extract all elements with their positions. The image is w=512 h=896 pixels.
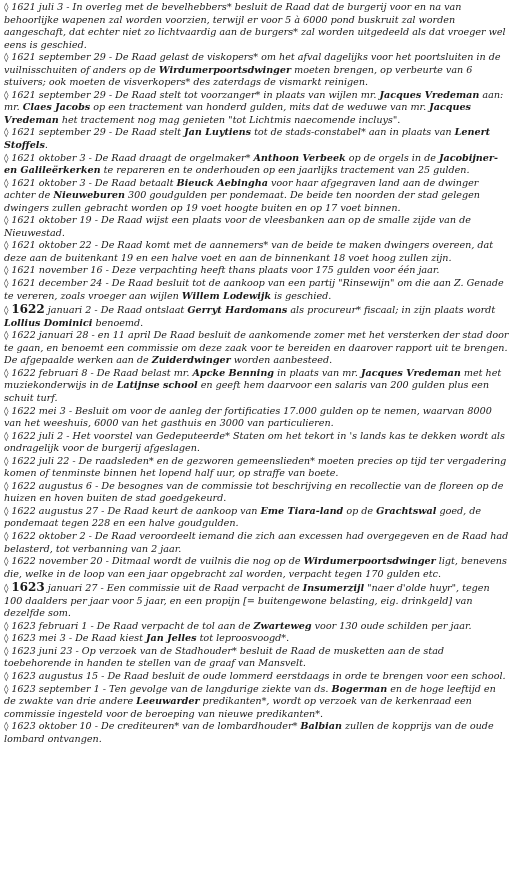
- entry-text: 1621 juli 3 - In overleg met de bevelhebbers* besluit de Raad dat de burgerij voor en na van behoorlijke wapenen zal worden voorzien, terwijl er voor 5 à 6000 pond buskruit zal worden aangeschaft, dat echter niet zo lichtvaardig aan de burgers* zal worden uitgedeeld als dat vroeger wel eens is geschied.: [4, 2, 506, 51]
- diamond-bullet-icon: ◊: [4, 266, 12, 277]
- entry-text: goed, de pondemaat tegen 228 en een halve goudgulden.: [4, 505, 482, 530]
- highlighted-name: Claes Jacobs: [22, 102, 91, 114]
- entry-text: 1623 oktober 10 - De crediteuren* van de lombardhouder*: [11, 721, 301, 733]
- entry-text: januari 27 - Een commissie uit de Raad verpacht de: [44, 583, 303, 595]
- entry-text: ligt, benevens die, welke in de loop van een jaar opgebracht zal worden, verpacht tegen 170 gulden etc.: [4, 556, 507, 580]
- diamond-bullet-icon: ◊: [4, 621, 12, 632]
- chronicle-entry: [4, 52, 509, 90]
- entry-text: tot de stads-constabel* aan in plaats van: [251, 127, 455, 139]
- chronicle-entry: [4, 506, 509, 531]
- entry-text: 1621 september 29 - De Raad stelt: [11, 127, 185, 139]
- diamond-bullet-icon: ◊: [4, 368, 12, 379]
- chronicle-entry: [4, 90, 509, 128]
- entry-text: 1622 juli 2 - Het voorstel van Gedeputeerde* Staten om het tekort in 's lands kas te dekken wordt als ondragelijk voor de burgerij afgeslagen.: [4, 430, 505, 455]
- highlighted-name: Eme Tiara-land: [260, 505, 344, 517]
- entry-text: 1621 september 29 - De Raad gelast de viskopers* om het afval dagelijks voor het poortsluiten in de vuilnisschuiten of anders op de: [4, 52, 501, 76]
- chronicle-entry: [4, 456, 509, 481]
- chronicle-entry: [4, 127, 509, 152]
- diamond-bullet-icon: ◊: [4, 431, 12, 442]
- chronicle-entry: [4, 2, 509, 52]
- highlighted-name: Apcke Benning: [192, 367, 275, 379]
- entry-text: op de orgels in de: [345, 152, 439, 164]
- highlighted-name: Zwarteweg: [253, 620, 312, 632]
- highlighted-name: Grachtswal: [376, 505, 437, 517]
- diamond-bullet-icon: ◊: [4, 456, 12, 467]
- chronicle-entry: [4, 278, 509, 303]
- entry-text: voor 130 oude schilden per jaar.: [311, 620, 472, 632]
- entry-text: en de hoge leeftijd en de zwakte van drie andere: [4, 683, 496, 708]
- entry-text: 1621 oktober 3 - De Raad betaalt: [11, 177, 177, 189]
- entry-text: 1622 februari 8 - De Raad belast mr.: [11, 367, 193, 379]
- diamond-bullet-icon: ◊: [4, 3, 12, 13]
- highlighted-name: Zuiderdwinger: [151, 355, 231, 367]
- diamond-bullet-icon: ◊: [4, 153, 12, 164]
- entry-text: 1622 mei 3 - Besluit om voor de aanleg der fortificaties 17.000 gulden op te nemen, waarvan 8000 van het weeshuis, 6000 van het gasthuis en 3000 van particulieren.: [4, 405, 492, 430]
- diamond-bullet-icon: ◊: [4, 128, 12, 139]
- diamond-bullet-icon: ◊: [4, 634, 12, 645]
- highlighted-name: Leeuwarder: [136, 696, 200, 708]
- chronicle-entry: [4, 240, 509, 265]
- entry-text: moeten brengen, op verbeurte van 6 stuivers; ook moeten de visverkopers* des zaterdags de vismarkt reinigen.: [4, 64, 473, 89]
- chronicle-entry: [4, 531, 509, 556]
- entry-text: 1623 september 1 - Ten gevolge van de langdurige ziekte van ds.: [11, 683, 332, 695]
- highlighted-name: Willem Lodewijk: [181, 290, 272, 302]
- entry-text: 1621 september 29 - De Raad stelt tot voorzanger* in plaats van wijlen mr.: [11, 89, 380, 101]
- highlighted-name: Gerryt Hardomans: [187, 305, 288, 317]
- entry-text: 1622 november 20 - Ditmaal wordt de vuilnis die nog op de: [11, 556, 304, 568]
- entry-text: 1622 juli 22 - De raadsleden* en de gezworen gemeenslieden* moeten precies op tijd ter vergadering komen of tenminste binnen het lopend half uur, op straffe van boete.: [4, 455, 507, 480]
- highlighted-name: Lenert Stoffels: [4, 127, 491, 152]
- highlighted-name: Nieuweburen: [53, 190, 125, 202]
- entry-text: op de: [343, 505, 377, 517]
- entry-text: 1622 augustus 27 - De Raad keurt de aankoop van: [11, 505, 261, 517]
- entry-text: als procureur* fiscaal; in zijn plaats wordt: [287, 305, 496, 317]
- diamond-bullet-icon: ◊: [4, 506, 12, 517]
- highlighted-name: Jan Jelles: [146, 633, 197, 645]
- entry-text: .: [44, 140, 48, 152]
- chronicle-entry: [4, 633, 509, 646]
- entry-text: 1622 januari 28 - en 11 april De Raad besluit de aankomende zomer met het versterken der stad door te gaan, en benoemt een commissie om deze zaak voor te bereiden en daarover rapport uit te brengen. De afgepaalde werken aan de: [4, 330, 509, 367]
- entry-text: 1621 oktober 22 - De Raad komt met de aannemers* van de beide te maken dwingers overeen, dat deze aan de buitenkant 19 en een halve voet en aan de binnenkant 18 voet hoog zullen zijn.: [4, 240, 494, 264]
- diamond-bullet-icon: ◊: [4, 178, 12, 189]
- diamond-bullet-icon: ◊: [4, 671, 12, 682]
- chronicle-entry: [4, 153, 509, 178]
- chronicle-entry: [4, 481, 509, 506]
- highlighted-name: Jacques Vredeman: [4, 102, 471, 126]
- entry-text: 1621 oktober 19 - De Raad wijst een plaats voor de vleesbanken aan op de smalle zijde van de Nieuwestad.: [4, 215, 471, 239]
- diamond-bullet-icon: ◊: [4, 531, 12, 542]
- highlighted-name: Jacques Vredeman: [360, 367, 461, 379]
- chronicle-entry: [4, 178, 509, 216]
- chronicle-entry: [4, 368, 509, 406]
- entry-text: 1623 augustus 15 - De Raad besluit de oude lommerd eerstdaags in orde te brengen voor een school.: [11, 670, 506, 682]
- highlighted-name: Lollius Dominici: [4, 317, 93, 329]
- entry-text: januari 2 - De Raad ontslaat: [44, 305, 188, 317]
- diamond-bullet-icon: ◊: [4, 406, 12, 417]
- chronicle-entry: [4, 684, 509, 722]
- diamond-bullet-icon: ◊: [4, 481, 12, 492]
- entry-text: 1623 juni 23 - Op verzoek van de Stadhouder* besluit de Raad de musketten aan de stad toebehorende in handen te stellen van de graaf van Mansvelt.: [4, 645, 445, 670]
- entry-text: worden aanbesteed.: [230, 355, 333, 367]
- chronicle-entry: [4, 671, 509, 684]
- entry-text: 1621 december 24 - De Raad besluit tot de aankoop van een partij "Rinsewijn" om die aan Z. Genade te vereren, zoals vroeger aan wijlen: [4, 278, 504, 302]
- chronicle-entry: [4, 330, 509, 368]
- diamond-bullet-icon: ◊: [4, 90, 12, 101]
- diamond-bullet-icon: ◊: [4, 241, 12, 252]
- diamond-bullet-icon: ◊: [4, 279, 12, 290]
- diamond-bullet-icon: ◊: [4, 684, 12, 695]
- chronicle-entry: [4, 431, 509, 456]
- highlighted-name: Jan Luytiens: [184, 127, 252, 139]
- entry-text: voor haar afgegraven land aan de dwinger achter de: [4, 177, 479, 202]
- entry-text: 1621 november 16 - Deze verpachting heeft thans plaats voor 175 gulden voor één jaar.: [11, 265, 440, 277]
- highlighted-name: Balbian: [300, 721, 342, 733]
- entry-text: is geschied.: [271, 290, 332, 302]
- diamond-bullet-icon: ◊: [4, 306, 12, 317]
- entry-text: tot leproosvoogd*.: [196, 633, 290, 645]
- highlighted-name: Wirdumerpoortsdwinger: [158, 64, 292, 76]
- chronicle-entry: [4, 265, 509, 278]
- chronicle-entry: [4, 215, 509, 240]
- diamond-bullet-icon: ◊: [4, 216, 12, 227]
- entry-text: 1622 augustus 6 - De besognes van de commissie tot beschrijving en recollectie van de floreen op de huizen en hoven buiten de stad goedgekeurd.: [4, 480, 504, 505]
- entry-text: in plaats van mr.: [274, 367, 361, 379]
- entry-text: met het muziekonderwijs in de: [4, 367, 502, 392]
- diamond-bullet-icon: ◊: [4, 584, 12, 595]
- entry-text: 1623 mei 3 - De Raad kiest: [11, 633, 146, 645]
- year-heading: 1623: [11, 580, 45, 595]
- highlighted-name: Bieuck Aebingha: [176, 177, 268, 189]
- chronicle-entry: [4, 646, 509, 671]
- highlighted-name: Jacobijner- en Galileërkerken: [4, 152, 498, 177]
- diamond-bullet-icon: ◊: [4, 646, 12, 657]
- entry-text: 1623 februari 1 - De Raad verpacht de tol aan de: [11, 620, 254, 632]
- entry-text: predikanten*, wordt op verzoek van de kerkenraad een commissie ingesteld voor de beroeping van nieuwe predikanten*.: [4, 696, 472, 720]
- highlighted-name: Insumerzijl: [302, 583, 365, 595]
- entry-text: 1621 oktober 3 - De Raad draagt de orgelmaker*: [11, 152, 254, 164]
- entry-text: het tractement nog mag genieten "tot Lichtmis naecomende incluys".: [58, 114, 401, 126]
- chronicle-entry: [4, 303, 509, 330]
- entry-text: en geeft hem daarvoor een salaris van 200 gulden plus een schuit turf.: [4, 380, 490, 404]
- entry-text: 300 goudgulden per pondemaat. De beide ten noorden der stad gelegen dwingers zullen gebracht worden op 19 voet hoogte buiten en op 17 voet binnen.: [4, 190, 480, 214]
- entry-text: 1622 oktober 2 - De Raad veroordeelt iemand die zich aan excessen had overgegeven en de Raad had belasterd, tot verbanning van 2 jaar.: [4, 530, 509, 555]
- entry-text: aan: mr.: [4, 89, 504, 114]
- entry-text: te repareren en te onderhouden op een jaarlijks tractement van 25 gulden.: [100, 165, 470, 177]
- chronicle-entry: [4, 406, 509, 431]
- diamond-bullet-icon: ◊: [4, 331, 12, 342]
- chronicle-entry: [4, 556, 509, 581]
- highlighted-name: Anthoon Verbeek: [253, 152, 346, 164]
- entry-text: op een tractement van honderd gulden, mits dat de weduwe van mr.: [90, 102, 430, 114]
- highlighted-name: Bogerman: [331, 683, 388, 695]
- year-heading: 1622: [11, 302, 45, 317]
- chronicle-entry: [4, 621, 509, 634]
- chronicle-entry: [4, 581, 509, 621]
- chronicle-entry: [4, 721, 509, 746]
- entry-text: "naer d'olde huyr", tegen 100 daalders per jaar voor 5 jaar, en een propijn [= buitengewone belasting, eig. drinkgeld] van dezelfde som.: [4, 583, 490, 620]
- diamond-bullet-icon: ◊: [4, 722, 12, 733]
- highlighted-name: Wirdumerpoortsdwinger: [303, 556, 436, 568]
- diamond-bullet-icon: ◊: [4, 557, 12, 568]
- highlighted-name: Jacques Vredeman: [379, 89, 480, 101]
- entry-text: benoemd.: [92, 317, 144, 329]
- highlighted-name: Latijnse school: [116, 380, 198, 392]
- entry-text: zullen de kopprijs van de oude lombard ontvangen.: [4, 721, 494, 745]
- diamond-bullet-icon: ◊: [4, 53, 12, 64]
